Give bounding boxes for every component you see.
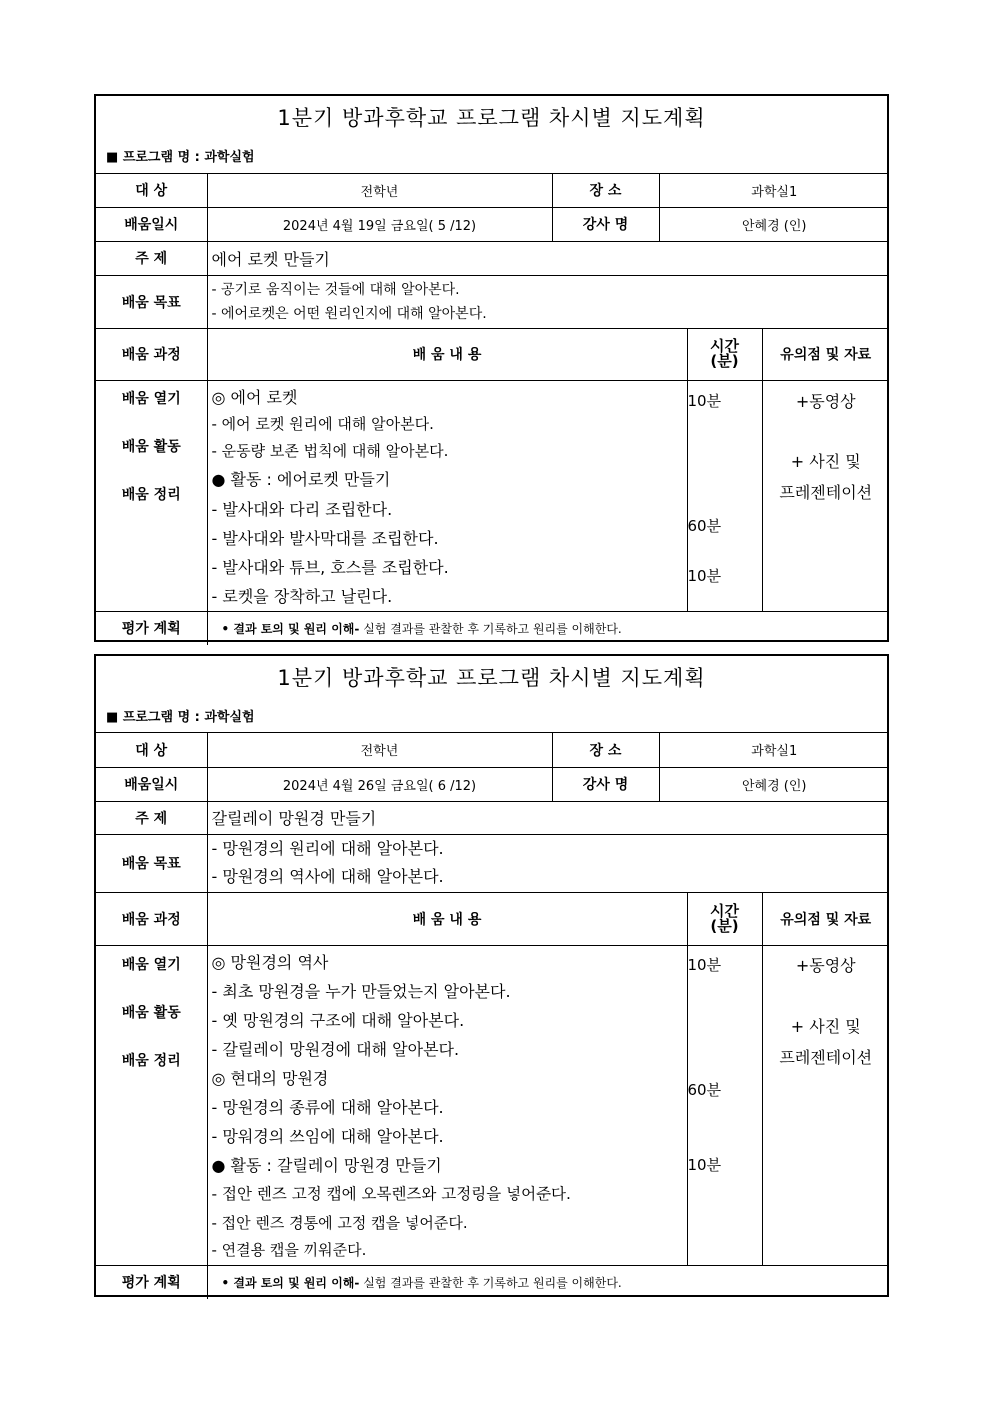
note-video: +동영상 <box>795 391 856 411</box>
goal-item: - 공기로 움직이는 것들에 대해 알아본다. <box>211 281 460 298</box>
note-presentation: 프레젠테이션 <box>779 1047 873 1067</box>
content-heading: ◎ 에어 로켓 <box>211 387 298 407</box>
note-photo: + 사진 및 <box>790 451 861 471</box>
time-activity: 60분 <box>687 516 722 535</box>
plan-title: 1분기 방과후학교 프로그램 차시별 지도계획 <box>277 106 706 130</box>
goal-label: 배움 목표 <box>96 834 207 892</box>
place-label: 장 소 <box>552 733 659 767</box>
content-item: - 접안 렌즈 경통에 고정 캡을 넣어준다. <box>211 1213 468 1232</box>
notes-column <box>762 380 889 611</box>
place-value: 과학실1 <box>659 733 889 767</box>
notes-label: 유의점 및 자료 <box>762 892 889 945</box>
goal-label: 배움 목표 <box>96 275 207 328</box>
lesson-plan-2 <box>94 654 889 1297</box>
instructor-label: 강사 명 <box>552 207 659 241</box>
place-value: 과학실1 <box>659 174 889 207</box>
subject-label: 주 제 <box>96 801 207 834</box>
goal-item: - 망원경의 원리에 대해 알아본다. <box>211 839 444 858</box>
time-close: 10분 <box>687 566 722 585</box>
plan-header <box>96 96 887 174</box>
date-label: 배움일시 <box>96 207 207 241</box>
goal-item: - 에어로켓은 어떤 원리인지에 대해 알아본다. <box>211 305 487 322</box>
content-heading: ◎ 망원경의 역사 <box>211 952 329 972</box>
eval-heading: • 결과 토의 및 원리 이해- <box>221 621 360 636</box>
content-heading: ◎ 현대의 망원경 <box>211 1068 329 1088</box>
process-label: 배움 과정 <box>96 892 207 945</box>
content-item: - 발사대와 다리 조립한다. <box>211 499 393 519</box>
step-activity: 배움 활동 <box>121 438 181 455</box>
eval-plan <box>207 1265 889 1299</box>
eval-text: 실험 결과를 관찰한 후 기록하고 원리를 이해한다. <box>359 1275 622 1290</box>
subject-label: 주 제 <box>96 241 207 275</box>
goal-list <box>207 834 889 892</box>
time-column <box>687 380 762 611</box>
plan-table <box>96 174 889 645</box>
eval-label: 평가 계획 <box>96 1265 207 1299</box>
place-label: 장 소 <box>552 174 659 207</box>
notes-column <box>762 945 889 1265</box>
process-label: 배움 과정 <box>96 328 207 380</box>
time-label <box>687 328 762 380</box>
goal-list <box>207 275 889 328</box>
date-value: 2024년 4월 19일 금요일( 5 /12) <box>207 207 552 241</box>
time-label-line2: (분) <box>710 352 739 370</box>
eval-plan <box>207 611 889 645</box>
lesson-plan-1 <box>94 94 889 642</box>
plan-table <box>96 733 889 1299</box>
target-label: 대 상 <box>96 733 207 767</box>
process-steps <box>96 945 207 1265</box>
eval-label: 평가 계획 <box>96 611 207 645</box>
instructor-value: 안혜경 (인) <box>659 207 889 241</box>
goal-item: - 망원경의 역사에 대해 알아본다. <box>211 867 444 886</box>
eval-text: 실험 결과를 관찰한 후 기록하고 원리를 이해한다. <box>359 621 622 636</box>
note-video: +동영상 <box>795 955 856 975</box>
program-name: ■ 프로그램 명 : 과학실험 <box>106 150 255 165</box>
target-label: 대 상 <box>96 174 207 207</box>
time-close: 10분 <box>687 1155 722 1174</box>
time-activity: 60분 <box>687 1080 722 1099</box>
date-value: 2024년 4월 26일 금요일( 6 /12) <box>207 767 552 801</box>
program-name: ■ 프로그램 명 : 과학실험 <box>106 710 255 725</box>
step-close: 배움 정리 <box>121 486 181 503</box>
note-presentation: 프레젠테이션 <box>779 482 873 502</box>
content-item: - 망원경의 종류에 대해 알아본다. <box>211 1097 444 1117</box>
content-list <box>207 380 687 611</box>
plan-title: 1분기 방과후학교 프로그램 차시별 지도계획 <box>277 666 706 690</box>
content-item: - 발사대와 발사막대를 조립한다. <box>211 528 439 548</box>
process-steps <box>96 380 207 611</box>
time-label <box>687 892 762 945</box>
eval-heading: • 결과 토의 및 원리 이해- <box>221 1275 360 1290</box>
content-item: - 갈릴레이 망원경에 대해 알아본다. <box>211 1039 460 1059</box>
subject-value: 갈릴레이 망원경 만들기 <box>207 801 889 834</box>
target-value: 전학년 <box>207 174 552 207</box>
content-item: - 접안 렌즈 고정 캡에 오목렌즈와 고정링을 넣어준다. <box>211 1184 571 1203</box>
notes-label: 유의점 및 자료 <box>762 328 889 380</box>
target-value: 전학년 <box>207 733 552 767</box>
instructor-value: 안혜경 (인) <box>659 767 889 801</box>
content-item: - 망워경의 쓰임에 대해 알아본다. <box>211 1126 444 1146</box>
content-item: - 에어 로켓 원리에 대해 알아본다. <box>211 414 434 433</box>
step-activity: 배움 활동 <box>121 1004 181 1021</box>
content-item: - 발사대와 튜브, 호스를 조립한다. <box>211 557 449 577</box>
time-open: 10분 <box>687 391 722 410</box>
content-item: - 최초 망원경을 누가 만들었는지 알아본다. <box>211 981 511 1001</box>
step-open: 배움 열기 <box>121 956 181 973</box>
step-close: 배움 정리 <box>121 1052 181 1069</box>
plan-header <box>96 656 887 733</box>
content-label: 배 움 내 용 <box>207 892 687 945</box>
subject-value: 에어 로켓 만들기 <box>207 241 889 275</box>
date-label: 배움일시 <box>96 767 207 801</box>
content-item: - 옛 망원경의 구조에 대해 알아본다. <box>211 1010 465 1030</box>
time-column <box>687 945 762 1265</box>
step-open: 배움 열기 <box>121 390 181 407</box>
time-label-line1: 시간 <box>710 901 739 920</box>
time-label-line2: (분) <box>710 916 739 935</box>
content-activity: ● 활동 : 갈릴레이 망원경 만들기 <box>211 1155 442 1175</box>
time-open: 10분 <box>687 955 722 974</box>
content-item: - 운동량 보존 법칙에 대해 알아본다. <box>211 441 449 460</box>
content-item: - 연결용 캡을 끼워준다. <box>211 1240 367 1259</box>
content-activity: ● 활동 : 에어로켓 만들기 <box>211 469 391 489</box>
content-list <box>207 945 687 1265</box>
time-label-line1: 시간 <box>710 337 739 355</box>
content-item: - 로켓을 장착하고 날린다. <box>211 586 393 606</box>
note-photo: + 사진 및 <box>790 1016 861 1036</box>
instructor-label: 강사 명 <box>552 767 659 801</box>
content-label: 배 움 내 용 <box>207 328 687 380</box>
